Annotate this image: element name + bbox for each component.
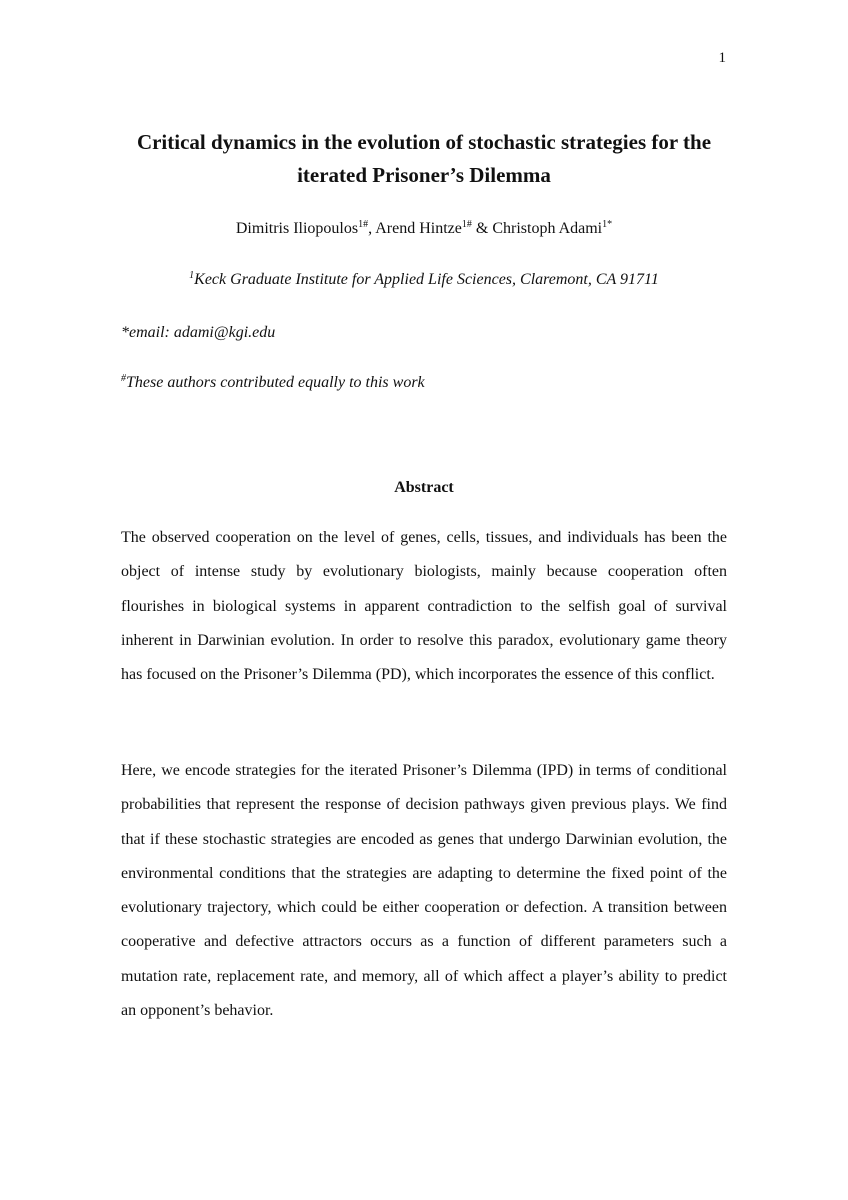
author-list <box>100 220 748 238</box>
author-separator: , <box>368 220 376 237</box>
author-name: Arend Hintze <box>375 220 462 237</box>
abstract-heading: Abstract <box>394 479 454 496</box>
affiliation-text: Keck Graduate Institute for Applied Life Sciences, Claremont, CA 91711 <box>194 271 659 288</box>
affiliation <box>100 271 748 289</box>
page-number: 1 <box>718 50 726 66</box>
note-mark: # <box>121 373 126 384</box>
note-text: These authors contributed equally to this work <box>126 374 425 391</box>
author-separator: & <box>471 220 493 237</box>
author-marks: 1# <box>358 219 369 230</box>
abstract-paragraph: The observed cooperation on the level of genes, cells, tissues, and individuals has been the object of intense study by evolutionary biologists, mainly because cooperation often flourishes in biological systems in apparent contradiction to the selfish goal of survival inherent in Darwinian evolution. In order to resolve this paradox, evolutionary game theory has focused on the Prisoner’s Dilemma (PD), which incorporates the essence of this conflict. <box>121 529 727 684</box>
corresponding-email: *email: adami@kgi.edu <box>121 324 276 341</box>
author-name: Christoph Adami <box>492 220 603 237</box>
equal-contribution-note <box>121 374 425 392</box>
author-name: Dimitris Iliopoulos <box>235 220 359 237</box>
affiliation-mark: 1 <box>189 270 195 281</box>
abstract-paragraph: Here, we encode strategies for the iterated Prisoner’s Dilemma (IPD) in terms of conditional probabilities that represent the response of decision pathways given previous plays. We find that if these stochastic strategies are encoded as genes that undergo Darwinian evolution, the environmental conditions that the strategies are adapting to determine the fixed point of the evolutionary trajectory, which could be either cooperation or defection. A transition between cooperative and defective attractors occurs as a function of different parameters such a mutation rate, replacement rate, and memory, all of which affect a player’s ability to predict an opponent’s behavior. <box>121 762 727 1020</box>
paper-title: Critical dynamics in the evolution of stochastic strategies for the iterated Prisoner’s Dilemma <box>136 130 712 187</box>
author-marks: 1* <box>602 219 613 230</box>
author-marks: 1# <box>461 219 472 230</box>
